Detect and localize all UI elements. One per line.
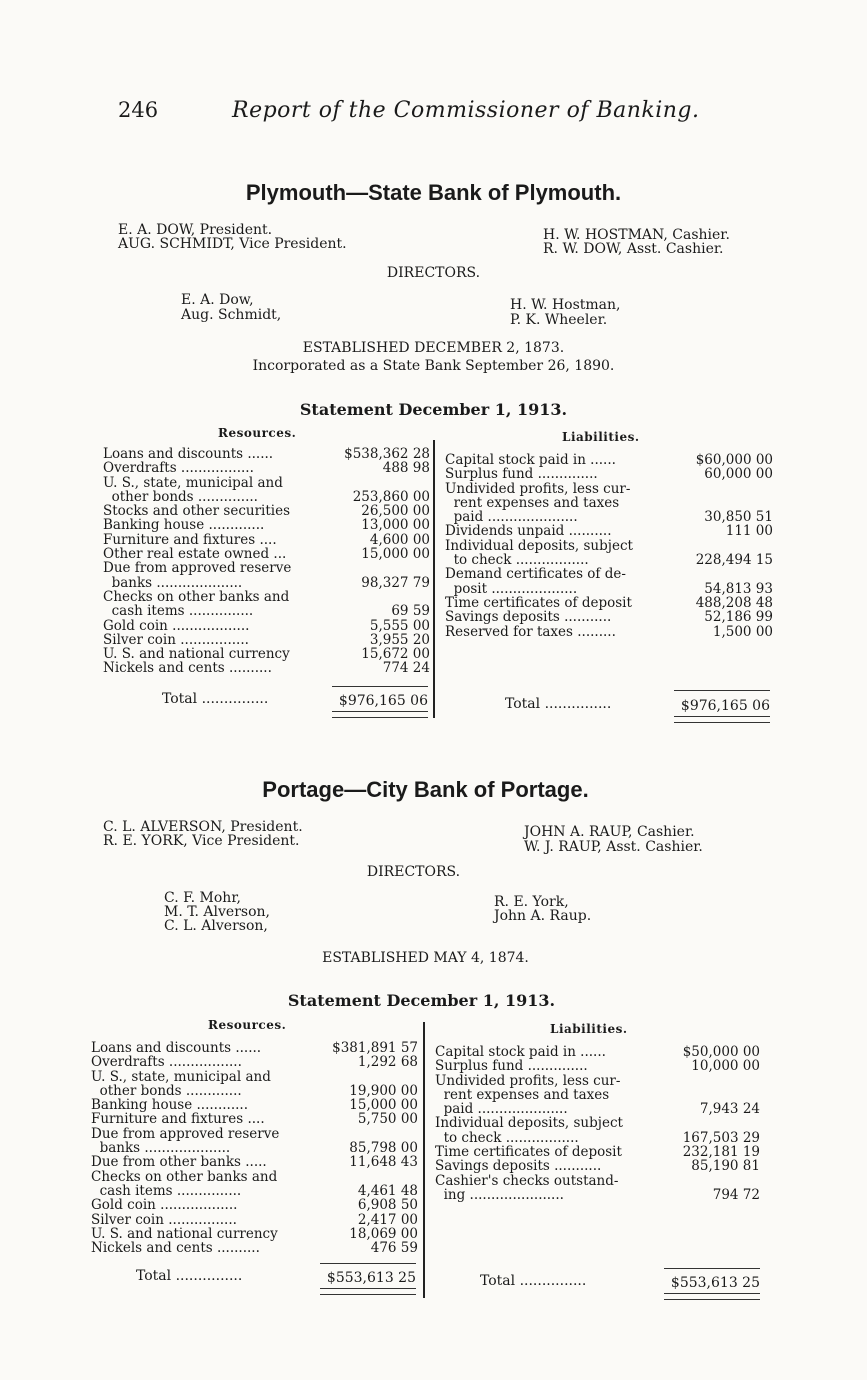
ledger-item-label: Furniture and fixtures ....: [91, 1111, 265, 1128]
ledger-item-amount: $50,000 00: [682, 1044, 760, 1060]
officer-vice-president: AUG. SCHMIDT, Vice President.: [118, 236, 347, 252]
ledger-item-amount: 476 59: [370, 1240, 418, 1257]
ledger-item-label: other bonds ..............: [103, 488, 258, 505]
ledger-item-amount: 1,292 68: [357, 1054, 418, 1071]
ledger-item-amount: 60,000 00: [704, 466, 773, 483]
liabilities-heading: Liabilities.: [550, 1022, 628, 1036]
ledger-row: [103, 590, 430, 604]
liabilities-total: $976,165 06: [680, 698, 770, 714]
ledger-item-label: U. S., state, municipal and: [103, 474, 283, 491]
subtotal-rule: [332, 686, 428, 687]
ledger-row: [435, 1059, 760, 1073]
ledger-item-label: Due from approved reserve: [91, 1125, 280, 1142]
resources-list: [91, 1041, 418, 1255]
ledger-item-label: Surplus fund ..............: [445, 466, 598, 483]
established-line: ESTABLISHED DECEMBER 2, 1873.: [302, 340, 565, 356]
bank-title: Portage—City Bank of Portage.: [262, 777, 589, 802]
ledger-row: [435, 1102, 760, 1116]
ledger-item-label: Time certificates of deposit: [435, 1144, 622, 1161]
ledger-item-amount: 85,798 00: [349, 1140, 418, 1157]
director-name: John A. Raup.: [494, 908, 592, 924]
subtotal-rule: [320, 1263, 416, 1264]
ledger-item-label: Capital stock paid in ......: [435, 1044, 606, 1060]
ledger-row: [103, 661, 430, 675]
ledger-row: [91, 1084, 418, 1098]
ledger-item-label: posit ....................: [445, 580, 578, 597]
ledger-item-amount: 228,494 15: [695, 552, 773, 569]
officer-vice-president: R. E. YORK, Vice President.: [103, 833, 300, 849]
ledger-row: [445, 582, 773, 596]
ledger-row: [91, 1098, 418, 1112]
ledger-row: [91, 1141, 418, 1155]
ledger-item-amount: $538,362 28: [344, 446, 430, 462]
ledger-row: [445, 553, 773, 567]
ledger-item-amount: 15,000 00: [349, 1097, 418, 1114]
ledger-row: [103, 518, 430, 532]
total-double-rule: [664, 1293, 760, 1300]
total-label: Total ...............: [505, 696, 612, 712]
ledger-row: [445, 496, 773, 510]
liabilities-heading: Liabilities.: [562, 430, 640, 444]
ledger-item-amount: 15,672 00: [361, 646, 430, 663]
officer-president: C. L. ALVERSON, President.: [103, 819, 303, 835]
ledger-item-amount: $381,891 57: [332, 1040, 418, 1056]
ledger-row: [103, 561, 430, 575]
ledger-row: [435, 1074, 760, 1088]
ledger-row: [445, 539, 773, 553]
director-name: C. L. Alverson,: [164, 918, 268, 934]
ledger-row: [445, 482, 773, 496]
ledger-item-label: Undivided profits, less cur-: [435, 1072, 621, 1089]
ledger-item-label: paid .....................: [435, 1101, 568, 1118]
subtotal-rule: [674, 690, 770, 691]
ledger-row: [103, 461, 430, 475]
ledger-item-label: to check .................: [445, 552, 589, 569]
directors-heading: DIRECTORS.: [366, 864, 461, 880]
ledger-row: [91, 1170, 418, 1184]
ledger-item-label: Stocks and other securities: [103, 503, 291, 520]
director-name: C. F. Mohr,: [164, 890, 241, 906]
ledger-item-label: Savings deposits ...........: [445, 609, 612, 626]
liabilities-list: [445, 453, 773, 639]
ledger-row: [445, 596, 773, 610]
ledger-item-label: U. S. and national currency: [103, 646, 290, 663]
ledger-item-label: cash items ...............: [91, 1182, 242, 1199]
ledger-item-label: Overdrafts .................: [91, 1054, 242, 1071]
ledger-item-label: U. S. and national currency: [91, 1225, 278, 1242]
liabilities-list: [435, 1045, 760, 1202]
ledger-item-amount: 98,327 79: [361, 574, 430, 591]
ledger-row: [435, 1116, 760, 1130]
ledger-item-label: Reserved for taxes .........: [445, 623, 616, 640]
ledger-row: [103, 533, 430, 547]
ledger-row: [435, 1088, 760, 1102]
ledger-item-label: Loans and discounts ......: [91, 1040, 262, 1056]
ledger-item-amount: 10,000 00: [691, 1058, 760, 1075]
page-number: 246: [118, 98, 159, 122]
ledger-item-amount: 2,417 00: [357, 1211, 418, 1228]
ledger-row: [445, 453, 773, 467]
statement-title: Statement December 1, 1913.: [299, 400, 568, 419]
ledger-row: [103, 604, 430, 618]
ledger-item-amount: 15,000 00: [361, 546, 430, 563]
ledger-item-label: other bonds .............: [91, 1082, 242, 1099]
director-name: Aug. Schmidt,: [181, 307, 282, 323]
ledger-item-amount: 54,813 93: [704, 580, 773, 597]
ledger-item-label: Loans and discounts ......: [103, 446, 274, 462]
ledger-item-label: Checks on other banks and: [103, 588, 290, 605]
ledger-item-label: Nickels and cents ..........: [91, 1240, 260, 1257]
resources-list: [103, 447, 430, 676]
ledger-item-amount: 111 00: [725, 523, 773, 540]
subtotal-rule: [664, 1268, 760, 1269]
ledger-item-amount: 5,555 00: [369, 617, 430, 634]
ledger-item-label: Individual deposits, subject: [445, 537, 633, 554]
ledger-item-amount: 488,208 48: [695, 594, 773, 611]
ledger-item-amount: 4,600 00: [369, 531, 430, 548]
ledger-row: [91, 1055, 418, 1069]
ledger-item-label: Gold coin ..................: [103, 617, 250, 634]
ledger-item-amount: 13,000 00: [361, 517, 430, 534]
ledger-row: [445, 567, 773, 581]
ledger-item-label: Nickels and cents ..........: [103, 660, 272, 677]
ledger-item-amount: 18,069 00: [349, 1225, 418, 1242]
ledger-item-amount: 7,943 24: [699, 1101, 760, 1118]
incorporated-line: Incorporated as a State Bank September 26, 1890.: [252, 358, 615, 374]
ledger-item-label: Banking house ............: [91, 1097, 249, 1114]
ledger-row: [435, 1159, 760, 1173]
ledger-item-amount: 253,860 00: [352, 488, 430, 505]
ledger-row: [435, 1188, 760, 1202]
ledger-row: [103, 576, 430, 590]
ledger-item-amount: 3,955 20: [369, 631, 430, 648]
resources-total: $553,613 25: [326, 1270, 416, 1286]
ledger-item-amount: 232,181 19: [682, 1144, 760, 1161]
officer-asst-cashier: R. W. DOW, Asst. Cashier.: [543, 241, 724, 257]
ledger-item-amount: 69 59: [391, 603, 430, 620]
officer-cashier: H. W. HOSTMAN, Cashier.: [543, 227, 730, 243]
established-line: ESTABLISHED MAY 4, 1874.: [322, 950, 529, 966]
ledger-item-amount: 1,500 00: [712, 623, 773, 640]
total-label: Total ...............: [162, 691, 269, 707]
ledger-item-amount: 794 72: [712, 1186, 760, 1203]
ledger-item-label: Banking house .............: [103, 517, 265, 534]
ledger-item-label: to check .................: [435, 1129, 579, 1146]
ledger-item-label: Surplus fund ..............: [435, 1058, 588, 1075]
statement-title: Statement December 1, 1913.: [287, 991, 556, 1010]
ledger-row: [445, 524, 773, 538]
resources-heading: Resources.: [218, 426, 297, 440]
total-double-rule: [674, 716, 770, 723]
directors-heading: DIRECTORS.: [386, 265, 481, 281]
ledger-item-amount: 488 98: [382, 460, 430, 477]
ledger-item-label: banks ....................: [91, 1140, 231, 1157]
ledger-row: [103, 619, 430, 633]
resources-total: $976,165 06: [338, 693, 428, 709]
ledger-row: [103, 476, 430, 490]
ledger-row: [103, 633, 430, 647]
ledger-item-label: ing ......................: [435, 1186, 564, 1203]
ledger-item-amount: 6,908 50: [357, 1197, 418, 1214]
ledger-item-amount: 30,850 51: [704, 509, 773, 526]
ledger-item-label: cash items ...............: [103, 603, 254, 620]
ledger-row: [91, 1112, 418, 1126]
ledger-item-label: Other real estate owned ...: [103, 546, 287, 563]
director-name: M. T. Alverson,: [164, 904, 270, 920]
ledger-item-label: Individual deposits, subject: [435, 1115, 623, 1132]
ledger-row: [435, 1131, 760, 1145]
ledger-row: [91, 1127, 418, 1141]
ledger-item-label: Silver coin ................: [103, 631, 249, 648]
ledger-item-label: Time certificates of deposit: [445, 594, 632, 611]
officer-president: E. A. DOW, President.: [118, 222, 273, 238]
ledger-row: [435, 1045, 760, 1059]
running-head: Report of the Commissioner of Banking.: [232, 98, 700, 123]
ledger-item-amount: 4,461 48: [357, 1182, 418, 1199]
ledger-row: [103, 504, 430, 518]
ledger-item-label: Dividends unpaid ..........: [445, 523, 612, 540]
ledger-row: [91, 1227, 418, 1241]
column-divider: [423, 1022, 425, 1298]
ledger-item-amount: 5,750 00: [357, 1111, 418, 1128]
ledger-item-label: Due from approved reserve: [103, 560, 292, 577]
ledger-item-amount: 19,900 00: [349, 1082, 418, 1099]
ledger-item-label: Furniture and fixtures ....: [103, 531, 277, 548]
ledger-item-label: rent expenses and taxes: [435, 1086, 610, 1103]
ledger-row: [91, 1041, 418, 1055]
ledger-item-amount: 85,190 81: [691, 1158, 760, 1175]
ledger-item-label: Overdrafts .................: [103, 460, 254, 477]
ledger-item-label: rent expenses and taxes: [445, 494, 620, 511]
director-name: P. K. Wheeler.: [510, 312, 608, 328]
ledger-item-label: banks ....................: [103, 574, 243, 591]
ledger-item-label: Capital stock paid in ......: [445, 452, 616, 468]
ledger-item-label: Undivided profits, less cur-: [445, 480, 631, 497]
ledger-row: [91, 1241, 418, 1255]
ledger-row: [445, 467, 773, 481]
ledger-row: [91, 1213, 418, 1227]
ledger-item-label: Cashier's checks outstand-: [435, 1172, 619, 1189]
ledger-item-label: U. S., state, municipal and: [91, 1068, 271, 1085]
ledger-row: [91, 1155, 418, 1169]
director-name: E. A. Dow,: [181, 292, 254, 308]
ledger-item-amount: $60,000 00: [695, 452, 773, 468]
liabilities-total: $553,613 25: [670, 1275, 760, 1291]
ledger-item-label: Demand certificates of de-: [445, 566, 626, 583]
ledger-row: [445, 625, 773, 639]
ledger-row: [103, 490, 430, 504]
ledger-row: [91, 1070, 418, 1084]
ledger-item-amount: 11,648 43: [349, 1154, 418, 1171]
ledger-row: [103, 447, 430, 461]
ledger-row: [445, 610, 773, 624]
ledger-row: [103, 647, 430, 661]
director-name: H. W. Hostman,: [510, 297, 621, 313]
ledger-item-label: Silver coin ................: [91, 1211, 237, 1228]
ledger-item-amount: 26,500 00: [361, 503, 430, 520]
ledger-item-label: Gold coin ..................: [91, 1197, 238, 1214]
ledger-row: [435, 1174, 760, 1188]
total-label: Total ...............: [480, 1273, 587, 1289]
ledger-item-label: Checks on other banks and: [91, 1168, 278, 1185]
resources-heading: Resources.: [208, 1018, 287, 1032]
total-label: Total ...............: [136, 1268, 243, 1284]
officer-asst-cashier: W. J. RAUP, Asst. Cashier.: [524, 839, 703, 855]
column-divider: [433, 440, 435, 718]
ledger-row: [103, 547, 430, 561]
director-name: R. E. York,: [494, 894, 569, 910]
ledger-item-amount: 774 24: [382, 660, 430, 677]
ledger-row: [91, 1198, 418, 1212]
officer-cashier: JOHN A. RAUP, Cashier.: [524, 824, 695, 840]
ledger-item-label: paid .....................: [445, 509, 578, 526]
ledger-item-amount: 52,186 99: [704, 609, 773, 626]
ledger-row: [435, 1145, 760, 1159]
total-double-rule: [332, 711, 428, 718]
ledger-row: [91, 1184, 418, 1198]
ledger-item-amount: 167,503 29: [682, 1129, 760, 1146]
total-double-rule: [320, 1288, 416, 1295]
ledger-row: [445, 510, 773, 524]
ledger-item-label: Savings deposits ...........: [435, 1158, 602, 1175]
ledger-item-label: Due from other banks .....: [91, 1154, 267, 1171]
bank-title: Plymouth—State Bank of Plymouth.: [245, 180, 622, 205]
